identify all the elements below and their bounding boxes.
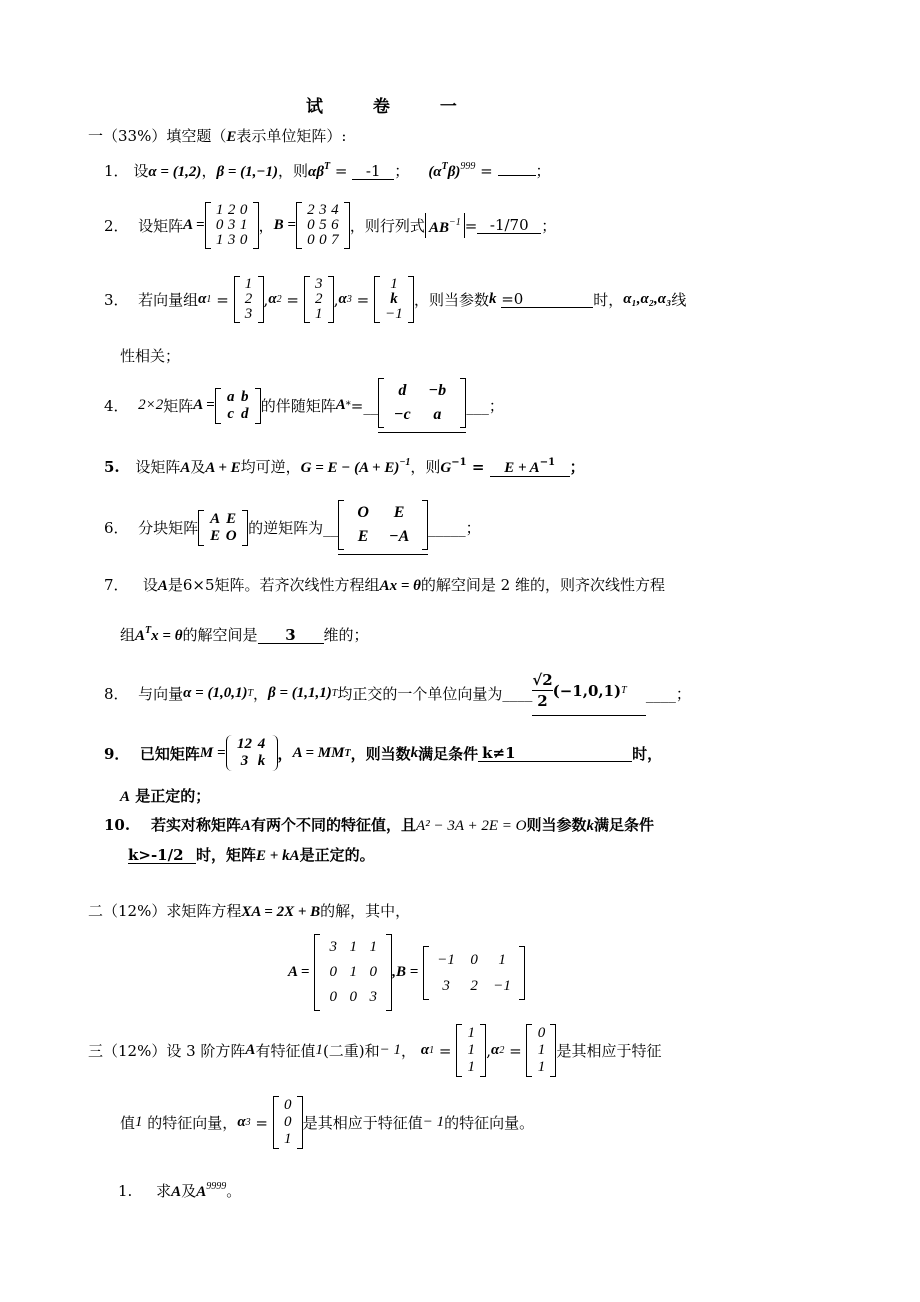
q10-text-b: 有两个不同的特征值，且 — [251, 816, 417, 834]
q9-eq: A = MM — [292, 744, 345, 761]
matrix-cell: c — [227, 405, 235, 422]
section2-eq: XA = 2X + B — [241, 904, 321, 920]
q3-k: k — [488, 291, 497, 307]
page-title: 试 卷 一 — [306, 97, 479, 117]
q7-number: 7． — [104, 576, 129, 594]
q3-alpha3-label: α — [338, 291, 347, 307]
q9-number: 9． — [104, 744, 130, 763]
q5-Ginv-sup: −1 — [451, 457, 467, 468]
q3-vector-alpha2 — [304, 276, 334, 323]
q8-answer-fraction — [532, 670, 552, 711]
q8-fraction-denominator: 2 — [537, 692, 548, 710]
q9-text-f: 是正定的； — [135, 787, 211, 805]
q2-number: 2． — [104, 217, 129, 235]
matrix-cell: 1 — [467, 1042, 475, 1058]
matrix-cell: 3 — [240, 753, 249, 769]
section1-header-text-end: 表示单位矩阵）: — [236, 127, 347, 145]
matrix-cell: 1 — [215, 232, 224, 248]
q4-text-adj: 的伴随矩阵 — [260, 397, 336, 415]
matrix-cell: 3 — [329, 939, 338, 955]
matrix-cell: −A — [388, 528, 410, 545]
q9-comma: ， — [277, 744, 293, 763]
q3-alpha3-sub: 3 — [346, 294, 352, 305]
matrix-cell: 3 — [369, 989, 378, 1005]
q6-text: 分块矩阵 — [138, 519, 199, 537]
q7-eq1: Ax = θ — [379, 578, 421, 594]
matrix-cell: 1 — [537, 1059, 546, 1075]
q5-text-inv: 均可逆， — [240, 458, 301, 476]
q9-M-label: M = — [199, 744, 226, 761]
section3-header: 三（12%）设 3 阶方阵 A 有特征值 1 (二重)和 − 1 ， α 1 = 1 1 1 , α 2 = 0 1 1 是其相应于特征 — [88, 1025, 662, 1075]
q2-matrix-B-cells — [302, 202, 344, 249]
matrix-cell: −b — [428, 382, 447, 399]
q3-vector-alpha3 — [374, 276, 414, 323]
question-9 — [104, 735, 662, 771]
question-5: 5. 设矩阵A及A + E均可逆，$G = E - (A + E)^{-1}$，则$G^{-1} = E + A^{-1}$ ； — [104, 457, 585, 476]
q1-answer-blank: -1 — [352, 163, 394, 180]
matrix-cell: 0 — [215, 217, 224, 233]
matrix-cell: 2 — [470, 977, 478, 994]
q9-matrix-M-cells — [232, 735, 272, 771]
q1-expr2b: β) — [447, 164, 461, 180]
q3-vector-alpha1 — [234, 276, 264, 323]
s3-sub1-number: 1. — [118, 1182, 133, 1200]
q10-text-c: 则当参数 — [526, 816, 587, 834]
matrix-cell: 0 — [307, 232, 315, 248]
q10-A: A — [241, 818, 252, 834]
q3-continuation: 性相关； — [120, 347, 181, 365]
matrix-cell: O — [225, 527, 237, 544]
q8-number: 8． — [104, 684, 129, 703]
s3-sub1-end: 。 — [226, 1182, 242, 1200]
matrix-cell: 1 — [467, 1025, 475, 1041]
matrix-cell: 0 — [319, 232, 327, 248]
section3-sub1 — [118, 1180, 241, 1201]
q7-text-d: 组 — [120, 626, 136, 644]
s2-matrix-A — [314, 934, 392, 1011]
matrix-cell: 1 — [498, 951, 506, 968]
q10-answer-blank: k>-1/2 — [128, 847, 196, 864]
s2-matrix-B — [423, 946, 525, 1000]
q8-answer-vector: (−1,0,1) — [552, 681, 622, 700]
q5-text-and: 及 — [190, 458, 206, 476]
section3-line2: 值 1 的特征向量， α 3 = 0 0 1 是其相应于特征值 − 1 的特征向量。 — [120, 1097, 535, 1147]
s2-matrix-B-cells — [429, 946, 519, 1000]
matrix-cell: 5 — [319, 217, 327, 233]
q3-alpha1-label: α — [198, 291, 207, 307]
q2-A-label: A = — [183, 217, 205, 233]
s3-text-eigvec: 的特征向量， — [147, 1114, 238, 1132]
q10-eq: A² − 3A + 2E = O — [416, 818, 527, 834]
q3-number: 3． — [104, 291, 129, 309]
q4-Astar: A — [335, 397, 346, 413]
matrix-cell: 1 — [349, 939, 358, 955]
section2-header-end: 的解，其中， — [320, 902, 411, 920]
matrix-cell: 1 — [215, 202, 224, 218]
q5-A: A — [180, 460, 191, 476]
matrix-cell: −c — [393, 406, 411, 423]
q7-eq2b: x = θ — [151, 628, 183, 644]
q6-answer-cells — [344, 500, 422, 550]
q8-text-b: 均正交的一个单位向量为 — [337, 684, 503, 703]
q9-text: 已知矩阵 — [139, 744, 200, 763]
question-4: 4． 2×2 矩阵 A = a b c d 的伴随矩阵 A * =__ d −b −c a ___； — [104, 378, 504, 433]
q1-beta: β = (1,−1) — [216, 164, 279, 180]
s2-A-label: A = — [288, 964, 310, 980]
q9-answer-blank: k≠1 — [478, 745, 632, 762]
q8-beta: β = (1,1,1) — [268, 684, 332, 701]
section1-header — [88, 125, 346, 146]
matrix-cell: 0 — [307, 217, 315, 233]
q9-k: k — [410, 744, 419, 761]
matrix-cell: 4 — [331, 202, 339, 218]
matrix-cell: 1 — [349, 964, 358, 980]
matrix-cell: 1 — [314, 306, 323, 322]
q1-expr1: αβ — [308, 164, 325, 180]
q5-answer-blank — [490, 455, 570, 477]
matrix-cell: 3 — [442, 977, 450, 994]
s3-alpha2-sub: 2 — [499, 1045, 505, 1056]
q1-expr2: (α — [428, 164, 442, 180]
q5-Ginv: G — [440, 460, 452, 476]
q4-A-label: A = — [193, 397, 215, 413]
q3-alpha2-label: α — [268, 291, 277, 307]
q8-alpha: α = (1,0,1) — [183, 684, 248, 701]
s3-vector-alpha2 — [526, 1024, 556, 1077]
matrix-cell: 3 — [227, 217, 236, 233]
question-2: 2． 设矩阵 A = 1 2 0 0 3 1 1 3 0 ， B = 2 3 4 0 5 6 0 0 7 ，则行列式 $AB^{-1}$ = -1/70 ； — [104, 202, 557, 248]
section2-header-text: 二（12%）求矩阵方程 — [88, 902, 242, 920]
s3-alpha1-sub: 1 — [429, 1045, 435, 1056]
s3-line2-ev2: − 1 — [422, 1114, 445, 1130]
q9-text-d: 满足条件 — [418, 744, 479, 763]
s3-alpha1-label: α — [420, 1042, 430, 1058]
matrix-cell: 0 — [239, 202, 248, 218]
q9-text-e: 时， — [632, 744, 663, 763]
q10-expr: E + kA — [256, 848, 300, 864]
q2-matrix-A — [205, 202, 259, 249]
q1-text: 设 — [133, 162, 149, 180]
q8-alpha-sup: T — [247, 687, 254, 699]
q5-G-sup: −1 — [399, 457, 411, 468]
q3-vector-alpha1-cells — [240, 276, 258, 323]
s3-eigenvalue-1: 1 — [315, 1042, 323, 1058]
q7-eq2-sup: T — [145, 625, 152, 636]
q5-answer-sup: −1 — [539, 457, 556, 468]
question-10-cont — [128, 844, 375, 865]
matrix-cell: 12 — [237, 736, 253, 752]
section1-header-text: 一（33%）填空题（ — [88, 127, 227, 145]
q1-expr2-power: 999 — [460, 161, 476, 172]
section2-header — [88, 900, 410, 921]
q4-Astar-sup: * — [345, 400, 351, 411]
matrix-cell: a — [433, 406, 442, 423]
q4-answer-underline — [378, 378, 466, 433]
s3-text-end: 的特征向量。 — [444, 1114, 535, 1132]
q4-answer-cells — [384, 378, 460, 428]
s3-sub1-sup: 9999 — [206, 1181, 227, 1192]
q1-expr2-sup: T — [441, 161, 448, 172]
q2-det-expr: AB — [428, 220, 449, 236]
q3-vector-alpha3-cells — [380, 276, 408, 323]
q10-text-d: 满足条件 — [593, 816, 654, 834]
q2-determinant — [425, 213, 465, 238]
matrix-cell: 0 — [329, 989, 338, 1005]
q3-vector-alpha2-cells — [310, 276, 328, 323]
q7-text-b: 是6×5矩阵。若齐次线性方程组 — [167, 576, 380, 594]
q9-text-c: ，则当数 — [350, 744, 411, 763]
q7-text-f: 维的； — [323, 626, 369, 644]
s3-line2-ev: 1 — [135, 1114, 143, 1130]
matrix-cell: b — [240, 388, 249, 405]
q8-fraction-numerator: √2 — [532, 671, 553, 689]
matrix-cell: 3 — [319, 202, 327, 218]
q4-text: 矩阵 — [163, 397, 194, 415]
q8-beta-sup: T — [331, 687, 338, 699]
question-6: 6． 分块矩阵 A E E O 的逆矩阵为 __ O E E −A _____； — [104, 500, 481, 555]
s3-alpha2-label: α — [491, 1042, 500, 1058]
matrix-cell: 1 — [244, 276, 253, 292]
q6-block-cells — [204, 510, 242, 546]
matrix-cell: 1 — [283, 1131, 292, 1147]
q1-expr1-sup: T — [324, 161, 331, 172]
q10-text-f: 是正定的。 — [299, 846, 375, 864]
matrix-cell: 2 — [227, 202, 236, 218]
q3-text-when: 时， — [593, 291, 624, 309]
q2-text-then: ，则行列式 — [349, 217, 425, 235]
question-8: 8． 与向量 α = (1,0,1) T ， β = (1,1,1) T 均正交的一个单位向量为 ____ $\frac{√2}{2}$ (−1,0,1) T ____； — [104, 670, 691, 716]
q4-number: 4． — [104, 397, 129, 415]
q7-answer-blank: 3 — [258, 627, 324, 644]
q5-number: 5. — [104, 458, 120, 476]
q5-G: G = E − (A + E) — [300, 460, 400, 476]
matrix-cell: 1 — [239, 217, 248, 233]
question-10 — [104, 814, 654, 835]
q10-k: k — [586, 818, 594, 834]
matrix-cell: 0 — [537, 1025, 546, 1041]
q7-A: A — [157, 578, 168, 594]
matrix-cell: 6 — [331, 217, 339, 233]
q7-text: 设 — [142, 576, 158, 594]
s3-sub1-A: A — [171, 1184, 182, 1200]
matrix-cell: 0 — [283, 1114, 292, 1130]
q2-eq: = — [464, 216, 478, 235]
q5-text-then: ，则 — [410, 458, 441, 476]
matrix-cell: 4 — [257, 736, 266, 752]
matrix-cell: 3 — [314, 276, 323, 292]
q2-B-label: B = — [273, 217, 296, 233]
matrix-cell: 3 — [227, 232, 236, 248]
s3-vector-alpha1-cells — [462, 1024, 480, 1077]
s3-text-value: 值 — [120, 1114, 136, 1132]
q6-answer-matrix — [338, 500, 428, 550]
q2-matrix-B — [296, 202, 350, 249]
q3-answer-blank: =0 — [501, 291, 593, 308]
q4-matrix-A — [215, 388, 261, 424]
question-7 — [104, 574, 665, 595]
q2-matrix-A-cells — [211, 202, 253, 249]
matrix-cell: d — [240, 405, 249, 422]
q4-answer-matrix — [378, 378, 466, 428]
matrix-cell: 2 — [314, 291, 323, 307]
q10-text: 若实对称矩阵 — [151, 816, 242, 834]
q3-alpha1-sub: 1 — [206, 294, 212, 305]
s3-text-eigen: 有特征值 — [255, 1042, 316, 1060]
q4-size: 2×2 — [138, 397, 164, 413]
matrix-cell: O — [357, 504, 369, 521]
q3-text-line: 线 — [671, 291, 687, 309]
s2-B-label: ,B = — [392, 964, 419, 980]
q4-matrix-A-cells — [221, 388, 255, 424]
q5-answer: E + A — [504, 460, 540, 476]
matrix-cell: 0 — [329, 964, 338, 980]
q7-text-e: 的解空间是 — [182, 626, 258, 644]
matrix-cell: 1 — [390, 276, 398, 292]
s2-matrix-A-cells — [320, 934, 386, 1011]
q8-text: 与向量 — [138, 684, 184, 703]
matrix-cell: 0 — [239, 232, 248, 248]
matrix-cell: 1 — [467, 1059, 475, 1075]
question-7-cont — [120, 624, 369, 645]
q1-answer2-blank — [498, 175, 536, 176]
matrix-cell: 0 — [470, 951, 478, 968]
matrix-cell: k — [390, 291, 398, 307]
q1-eq2: = — [475, 162, 498, 180]
s3-text-double: (二重)和 — [322, 1042, 380, 1060]
matrix-cell: −1 — [493, 977, 511, 994]
q9-A: A — [120, 789, 131, 805]
matrix-cell: 0 — [349, 989, 358, 1005]
matrix-cell: k — [257, 753, 266, 769]
q6-text-inv: 的逆矩阵为 — [248, 519, 324, 537]
matrix-cell: a — [226, 388, 235, 405]
q8-answer-sup: T — [621, 685, 627, 696]
q8-answer — [532, 670, 645, 716]
q5-text: 设矩阵 — [135, 458, 181, 476]
matrix-cell: 3 — [244, 306, 253, 322]
s3-vector-alpha2-cells — [532, 1024, 550, 1077]
q10-text-e: 时，矩阵 — [196, 846, 257, 864]
section3-header-text: 三（12%）设 3 阶方阵 — [88, 1042, 246, 1060]
s3-vector-alpha3 — [273, 1096, 303, 1149]
s3-sub1-and: 及 — [181, 1182, 197, 1200]
q10-number: 10. — [104, 816, 131, 834]
s3-text-corr: 是其相应于特征 — [556, 1042, 662, 1060]
q7-eq2: A — [135, 628, 146, 644]
matrix-cell: 1 — [369, 939, 378, 955]
q6-block-matrix — [198, 510, 248, 546]
matrix-cell: 2 — [244, 291, 253, 307]
section2-matrices — [288, 934, 525, 1011]
matrix-cell: E — [393, 504, 405, 521]
question-3: 3． 若向量组 α 1 = 1 2 3 , α 2 = 3 2 1 , α 3 = 1 k −1 ，则当参数 k =0 时， α₁,α₂,α₃ 线 — [104, 276, 687, 322]
q6-number: 6． — [104, 519, 129, 537]
s3-eigenvalue-2: − 1 — [379, 1042, 402, 1058]
matrix-cell: d — [398, 382, 407, 399]
matrix-cell: 0 — [369, 964, 378, 980]
q3-vectors: α₁,α₂,α₃ — [623, 291, 672, 307]
q5-ApE: A + E — [205, 460, 241, 476]
s3-vector-alpha1 — [456, 1024, 486, 1077]
q9-eq-sup: T — [344, 747, 351, 759]
q3-text: 若向量组 — [138, 291, 199, 309]
matrix-cell: 2 — [307, 202, 315, 218]
matrix-cell: 1 — [537, 1042, 546, 1058]
s3-vector-alpha3-cells — [279, 1096, 297, 1149]
s3-alpha3-sub: 3 — [245, 1117, 251, 1128]
q9-matrix-M — [226, 735, 278, 771]
matrix-cell: 7 — [331, 232, 339, 248]
question-9-cont — [120, 785, 210, 806]
q7-text-c: 的解空间是 2 维的，则齐次线性方程 — [420, 576, 665, 594]
matrix-cell: −1 — [385, 306, 403, 322]
identity-symbol: E — [226, 129, 237, 145]
q6-answer-underline — [338, 500, 428, 555]
q2-det-sup: −1 — [448, 217, 461, 228]
matrix-cell: A — [210, 510, 221, 527]
s3-alpha3-label: α — [237, 1114, 246, 1130]
q1-eq: = — [330, 162, 353, 180]
matrix-cell: 0 — [283, 1097, 292, 1113]
q2-answer-blank: -1/70 — [477, 217, 541, 234]
question-1: 1． 设α = (1,2)，β = (1,−1)，则$\alpha\beta^T = -1$ ； $(\alpha^T\beta)^{999}$ = ； — [104, 161, 551, 180]
q3-alpha2-sub: 2 — [276, 294, 282, 305]
s3-text-corr2: 是其相应于特征值 — [302, 1114, 423, 1132]
matrix-cell: E — [357, 528, 369, 545]
matrix-cell: −1 — [437, 951, 455, 968]
s3-sub1-text: 求 — [156, 1182, 172, 1200]
s3-sub1-A2: A — [196, 1184, 207, 1200]
q1-text-then: ，则 — [278, 162, 309, 180]
matrix-cell: E — [226, 510, 237, 527]
q1-number: 1． — [104, 162, 129, 180]
s3-A: A — [245, 1042, 256, 1058]
q3-text-then: ，则当参数 — [413, 291, 489, 309]
q2-text: 设矩阵 — [138, 217, 184, 235]
matrix-cell: E — [210, 527, 221, 544]
q1-alpha: α = (1,2) — [148, 164, 202, 180]
